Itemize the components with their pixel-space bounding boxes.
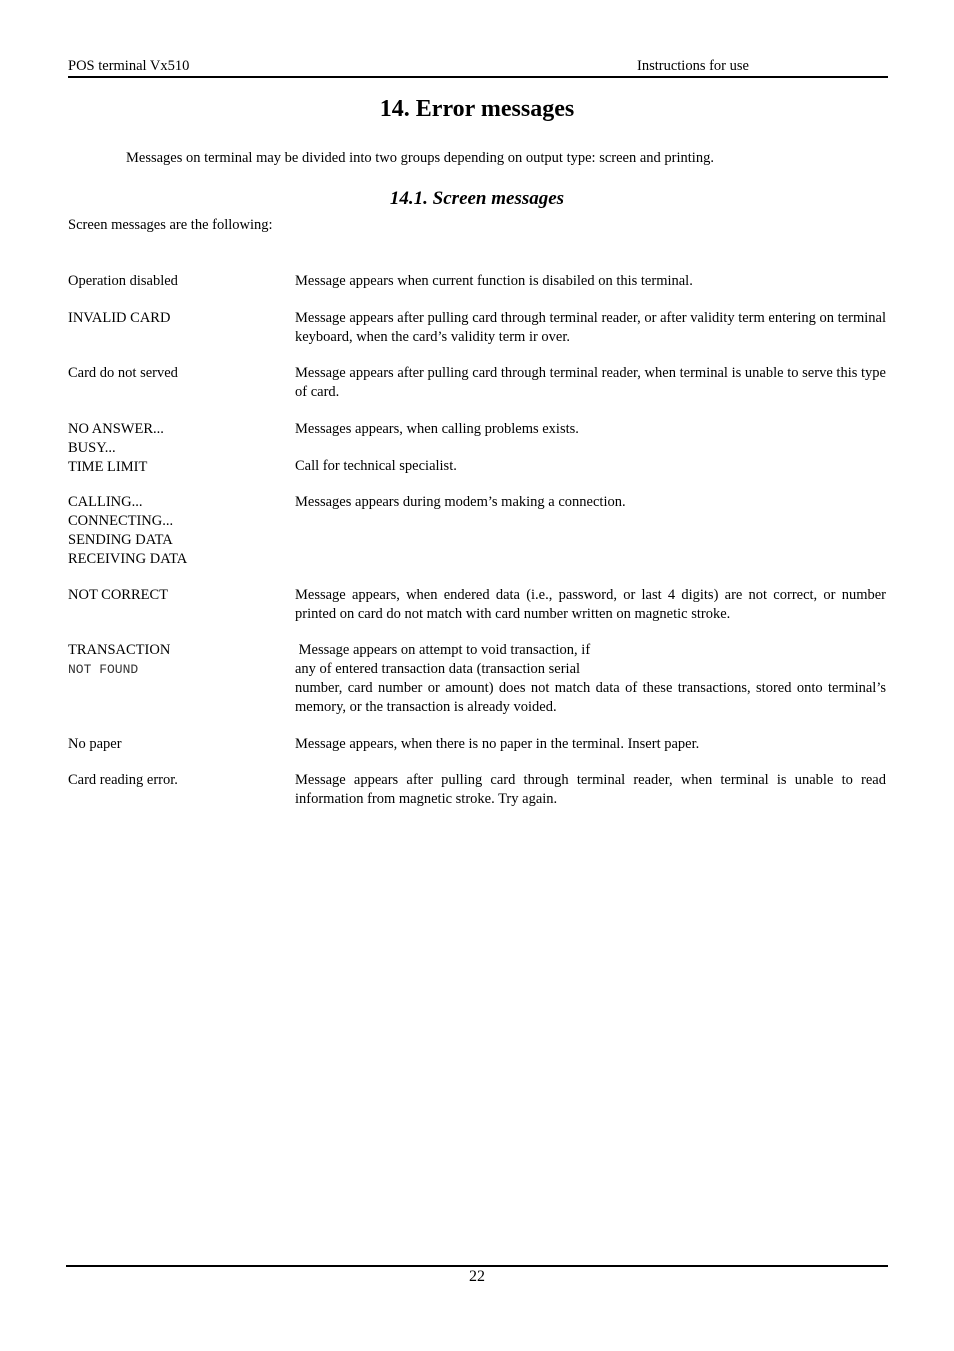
- message-description: [295, 735, 886, 754]
- description-text: Message appears, when endered data (i.e., password, or last 4 digits) are not correct, or number printed on card do not match with card number written on magnetic stroke.: [295, 587, 886, 622]
- description-text: Message appears, when there is no paper in the terminal. Insert paper.: [295, 736, 700, 752]
- message-term: [68, 309, 288, 328]
- description-text: Messages appears, when calling problems exists.: [295, 421, 579, 437]
- section-lead: Screen messages are the following:: [68, 217, 273, 233]
- message-description: [295, 641, 886, 717]
- description-text: Messages appears during modem’s making a connection.: [295, 494, 626, 510]
- page-header: [68, 58, 888, 78]
- message-description: [295, 309, 886, 347]
- header-right-text: Instructions for use: [637, 58, 749, 74]
- term-line: NO ANSWER...: [68, 421, 164, 437]
- term-line: BUSY...: [68, 440, 116, 456]
- page-title: 14. Error messages: [379, 96, 575, 122]
- message-term: [68, 641, 288, 679]
- term-line: SENDING DATA: [68, 532, 173, 548]
- term-line: Card reading error.: [68, 772, 178, 788]
- term-line: RECEIVING DATA: [68, 551, 188, 567]
- term-line: NOT CORRECT: [68, 587, 169, 603]
- header-left-text: POS terminal Vx510: [68, 58, 190, 74]
- footer-rule: [66, 1265, 888, 1267]
- message-term: [68, 272, 288, 291]
- description-text: Message appears when current function is disabiled on this terminal.: [295, 273, 693, 289]
- message-term: [68, 493, 288, 569]
- description-text: any of entered transaction data (transaction serial: [295, 661, 581, 677]
- message-description: [295, 493, 886, 512]
- term-line: CALLING...: [68, 494, 143, 510]
- message-description: [295, 420, 886, 476]
- description-text: Message appears after pulling card through terminal reader, when terminal is unable to serve this type of card.: [295, 365, 886, 400]
- message-description: [295, 771, 886, 809]
- description-text: Call for technical specialist.: [295, 458, 457, 474]
- description-text: number, card number or amount) does not match data of these transactions, stored onto terminal’s memory, or the transaction is already voided.: [295, 680, 886, 715]
- description-text: Message appears on attempt to void transaction, if: [295, 642, 591, 658]
- message-description: [295, 364, 886, 402]
- message-description: [295, 586, 886, 624]
- term-line: Operation disabled: [68, 273, 178, 289]
- term-line: CONNECTING...: [68, 513, 174, 529]
- section-title: 14.1. Screen messages: [389, 188, 565, 209]
- message-term: [68, 586, 288, 605]
- page-number: 22: [469, 1268, 485, 1285]
- term-line: TIME LIMIT: [68, 459, 148, 475]
- term-line: TRANSACTION: [68, 642, 171, 658]
- message-term: [68, 420, 288, 477]
- description-text: Message appears after pulling card through terminal reader, or after validity term entering on terminal keyboard, when the card’s validity term ir over.: [295, 310, 886, 345]
- term-line: Card do not served: [68, 365, 178, 381]
- message-term: [68, 735, 288, 754]
- term-line: No paper: [68, 736, 122, 752]
- intro-paragraph: Messages on terminal may be divided into two groups depending on output type: screen and printing.: [126, 150, 714, 166]
- term-line: NOT FOUND: [68, 662, 139, 677]
- message-term: [68, 364, 288, 383]
- description-text: Message appears after pulling card through terminal reader, when terminal is unable to read information from magnetic stroke. Try again.: [295, 772, 886, 807]
- term-line: INVALID CARD: [68, 310, 171, 326]
- message-description: [295, 272, 886, 291]
- message-term: [68, 771, 288, 790]
